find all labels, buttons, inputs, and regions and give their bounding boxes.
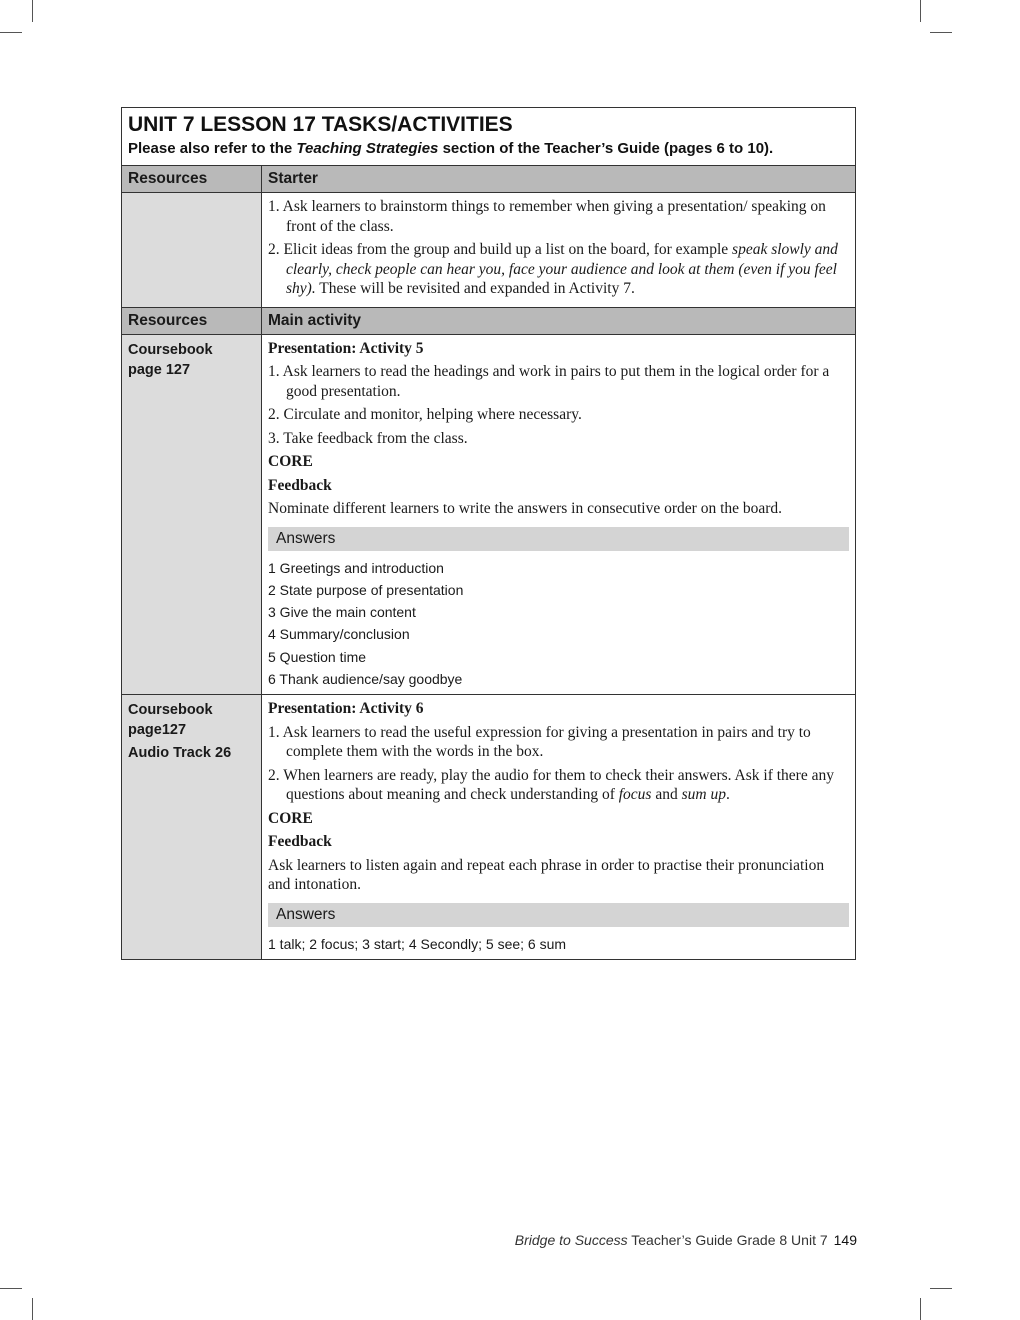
starter-body [262,193,855,307]
page-footer [515,1232,857,1248]
crop-mark [920,1298,921,1320]
resource-line: page 127 [128,361,191,378]
crop-mark [32,1298,33,1320]
feedback-label: Feedback [268,476,332,494]
answer-line: 3 Give the main content [268,604,416,621]
answer-line: 1 talk; 2 focus; 3 start; 4 Secondly; 5 see; 6 sum [268,935,567,952]
activity6-title: Presentation: Activity 6 [268,700,424,718]
activity5-title: Presentation: Activity 5 [268,339,424,357]
answer-line: 4 Summary/conclusion [268,626,410,643]
activity5-resources [122,335,262,695]
core-label: CORE [268,453,313,470]
answer-line: 2 State purpose of presentation [268,581,464,598]
page-subtitle: Please also refer to the Teaching Strategies section of the Teacher’s Guide (pages 6 to 10). [128,140,774,157]
resources-heading: Resources [122,166,262,192]
resource-line: page127 [128,722,187,739]
answers-bar: Answers [268,903,849,927]
crop-mark [0,32,22,33]
activity5-step: 2. Circulate and monitor, helping where necessary. [268,406,582,423]
starter-header-row [122,166,855,193]
activity5-body [262,335,855,695]
answers-bar: Answers [268,527,849,551]
starter-step: 1. Ask learners to brainstorm things to remember when giving a presentation/ speaking on front of the class. [268,198,826,235]
activity6-step: 1. Ask learners to read the useful expression for giving a presentation in pairs and try to complete them with the words in the box. [268,723,811,761]
feedback-label: Feedback [268,833,332,851]
resource-line: Coursebook [128,341,213,358]
answer-line: 5 Question time [268,648,367,665]
page-title: UNIT 7 LESSON 17 TASKS/ACTIVITIES [128,113,513,136]
activity6-step: 2. When learners are ready, play the audio for them to check their answers. Ask if there any questions about meaning and check understanding of focus and sum up. [268,766,834,804]
activity6-resources [122,695,262,959]
answer-line: 1 Greetings and introduction [268,559,444,576]
activity6-row [122,695,855,959]
starter-heading: Starter [262,166,855,192]
starter-step: 2. Elicit ideas from the group and build up a list on the board, for example speak slowly and clearly, check people can hear you, face your audience and look at them (even if you feel shy). These will be revisited and expanded in Activity 7. [268,241,838,297]
answer-line: 6 Thank audience/say goodbye [268,670,463,687]
resource-line: Coursebook [128,702,213,719]
main-header-row [122,308,855,335]
core-label: CORE [268,809,313,827]
activity5-row [122,335,855,696]
activity6-body [262,695,855,959]
lesson-table [121,107,856,960]
footer-text: Teacher’s Guide Grade 8 Unit 7 [627,1232,828,1248]
page-number: 149 [833,1232,857,1248]
feedback-text: Ask learners to listen again and repeat each phrase in order to practise their pronunciation and intonation. [268,856,825,894]
activity5-step: 1. Ask learners to read the headings and work in pairs to put them in the logical order for a good presentation. [268,363,830,400]
crop-mark [0,1288,22,1289]
resource-line: Audio Track 26 [128,745,232,762]
feedback-text: Nominate different learners to write the answers in consecutive order on the board. [268,500,783,517]
book-title: Bridge to Success [514,1232,628,1248]
crop-mark [32,0,33,22]
crop-mark [930,32,952,33]
activity5-step: 3. Take feedback from the class. [268,429,468,447]
starter-row [122,193,855,308]
starter-resources-cell [122,193,262,307]
main-activity-heading: Main activity [262,308,855,334]
resources-heading: Resources [122,308,262,334]
crop-mark [930,1288,952,1289]
table-header [122,108,855,166]
crop-mark [920,0,921,22]
